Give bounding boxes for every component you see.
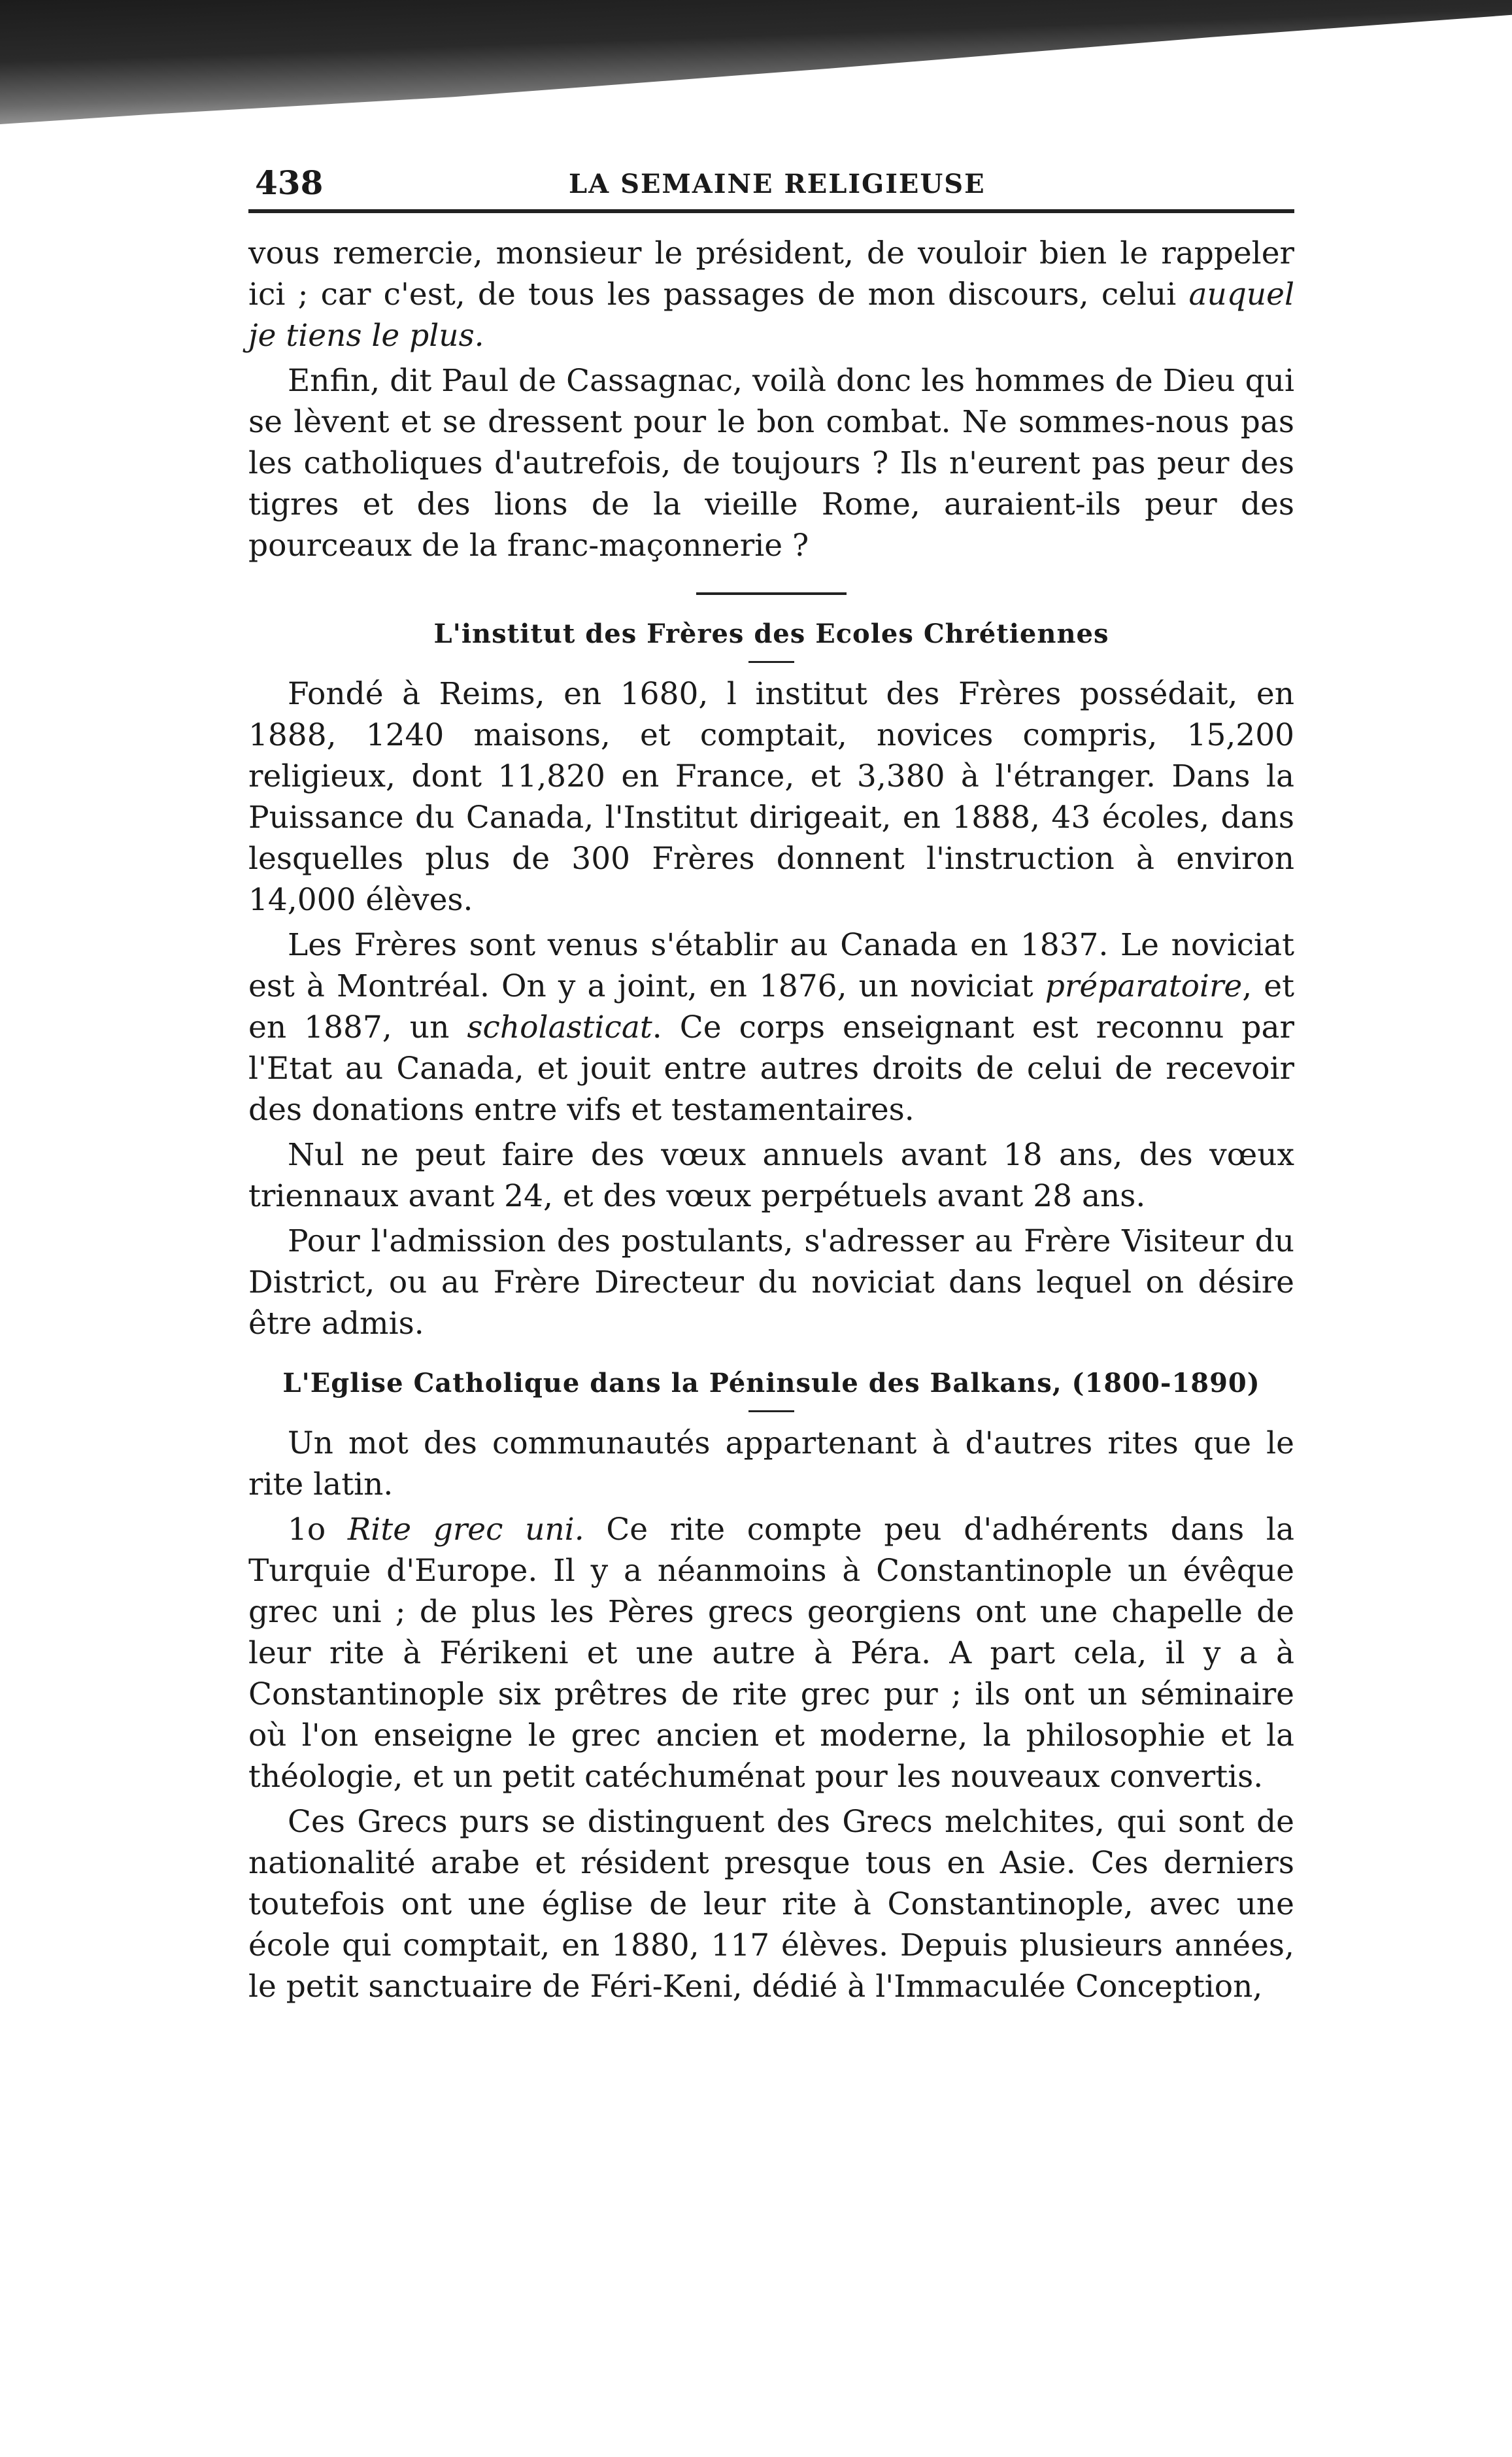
scan-edge-shadow [0, 0, 1512, 124]
paragraph: Enfin, dit Paul de Cassagnac, voilà donc les hommes de Dieu qui se lèvent et se dressent pour le bon combat. Ne sommes-nous pas les catholiques d'autrefois, de toujours ? Ils n'eurent pas peur des tigres et des lions de la vieille Rome, auraient-ils peur des pourceaux de la franc-maçonnerie ? [248, 363, 1294, 564]
paragraph [248, 1509, 1294, 1797]
body-text [248, 233, 1294, 2007]
italic-phrase: Rite grec uni. [347, 1512, 584, 1548]
heading-dash [748, 1410, 794, 1412]
page [248, 150, 1294, 2011]
page-number: 438 [255, 163, 324, 202]
paragraph: Nul ne peut faire des vœux annuels avant 18 ans, des vœux triennaux avant 24, et des vœux perpétuels avant 28 ans. [248, 1137, 1294, 1214]
paragraph: Un mot des communautés appartenant à d'autres rites que le rite latin. [248, 1425, 1294, 1502]
paragraph-text: Les Frères sont venus s'établir au Canada en 1837. Le noviciat est à Montréal. On y a joint, en 1876, un noviciat [248, 927, 1294, 1004]
paragraph-text: vous remercie, monsieur le président, de vouloir bien le rappeler ici ; car c'est, de tous les passages de mon discours, celui [248, 235, 1294, 313]
heading-dash [748, 661, 794, 663]
section-heading: L'Eglise Catholique dans la Péninsule des Balkans, (1800-1890) [282, 1368, 1260, 1398]
list-number: 1o [288, 1512, 348, 1548]
paragraph: Ces Grecs purs se distinguent des Grecs melchites, qui sont de nationalité arabe et résident presque tous en Asie. Ces derniers toutefois ont une église de leur rite à Constantinople, avec une école qui comptait, en 1880, 117 élèves. Depuis plusieurs années, le petit sanctuaire de Féri-Keni, dédié à l'Immaculée Conception, [248, 1804, 1294, 2005]
italic-phrase: auquel je tiens le plus. [248, 277, 1294, 354]
section-divider [696, 592, 847, 595]
paragraph [248, 924, 1294, 1130]
section-heading: L'institut des Frères des Ecoles Chrétiennes [433, 618, 1109, 649]
italic-phrase: préparatoire [1045, 968, 1243, 1004]
italic-phrase: scholasticat [467, 1009, 652, 1045]
journal-title: LA SEMAINE RELIGIEUSE [569, 169, 986, 199]
paragraph-text: , et en 1887, un [248, 968, 1294, 1045]
running-head [248, 150, 1294, 213]
paragraph-text: . Ce corps enseignant est reconnu par l'Etat au Canada, et jouit entre autres droits de celui de recevoir des donations entre vifs et testamentaires. [248, 1009, 1294, 1128]
paragraph [248, 233, 1294, 356]
paragraph-text: Ce rite compte peu d'adhérents dans la Turquie d'Europe. Il y a néanmoins à Constantinople un évêque grec uni ; de plus les Pères grecs georgiens ont une chapelle de leur rite à Férikeni et une autre à Péra. A part cela, il y a à Constantinople six prêtres de rite grec pur ; ils ont un séminaire où l'on enseigne le grec ancien et moderne, la philosophie et la théologie, et un petit catéchuménat pour les nouveaux convertis. [248, 1512, 1294, 1795]
paragraph: Pour l'admission des postulants, s'adresser au Frère Visiteur du District, ou au Frère Directeur du noviciat dans lequel on désire être admis. [248, 1223, 1294, 1342]
paragraph: Fondé à Reims, en 1680, l institut des Frères possédait, en 1888, 1240 maisons, et comptait, novices compris, 15,200 religieux, dont 11,820 en France, et 3,380 à l'étranger. Dans la Puissance du Canada, l'Institut dirigeait, en 1888, 43 écoles, dans lesquelles plus de 300 Frères donnent l'instruction à environ 14,000 élèves. [248, 676, 1294, 918]
